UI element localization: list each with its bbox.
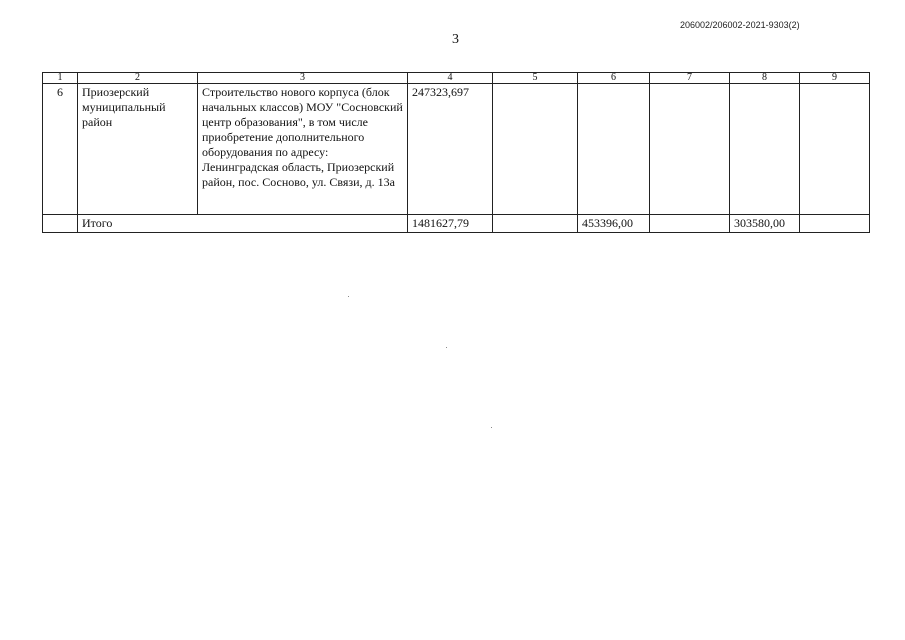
column-header: 9 [800,73,870,84]
total-row [43,215,870,233]
total-col5 [493,215,578,233]
total-empty-cell [43,215,78,233]
col9-cell [800,84,870,215]
scan-speck [446,347,447,348]
column-header: 4 [408,73,493,84]
total-col7 [650,215,730,233]
scan-speck [348,296,349,297]
scan-speck [491,427,492,428]
col8-cell [730,84,800,215]
col6-cell [578,84,650,215]
col7-cell [650,84,730,215]
total-col8: 303580,00 [730,215,800,233]
table-row [43,84,870,215]
column-number-row [43,73,870,84]
column-header: 6 [578,73,650,84]
total-col4: 1481627,79 [408,215,493,233]
data-table [42,72,870,233]
column-header: 3 [198,73,408,84]
column-header: 2 [78,73,198,84]
page-number: 3 [452,32,459,47]
row-number: 6 [43,84,78,215]
total-col6: 453396,00 [578,215,650,233]
column-header: 8 [730,73,800,84]
column-header: 1 [43,73,78,84]
column-header: 7 [650,73,730,84]
district-cell: Приозерский муниципальный район [78,84,198,215]
col4-cell: 247323,697 [408,84,493,215]
col5-cell [493,84,578,215]
document-code: 206002/206002-2021-9303(2) [680,20,800,30]
description-cell: Строительство нового корпуса (блок начальных классов) МОУ "Сосновский центр образования", в том числе приобретение дополнительного оборудования по адресу: Ленинградская область, Приозерский район, пос. Сосново, ул. Связи, д. 13а [198,84,408,215]
column-header: 5 [493,73,578,84]
total-col9 [800,215,870,233]
total-label: Итого [78,215,408,233]
